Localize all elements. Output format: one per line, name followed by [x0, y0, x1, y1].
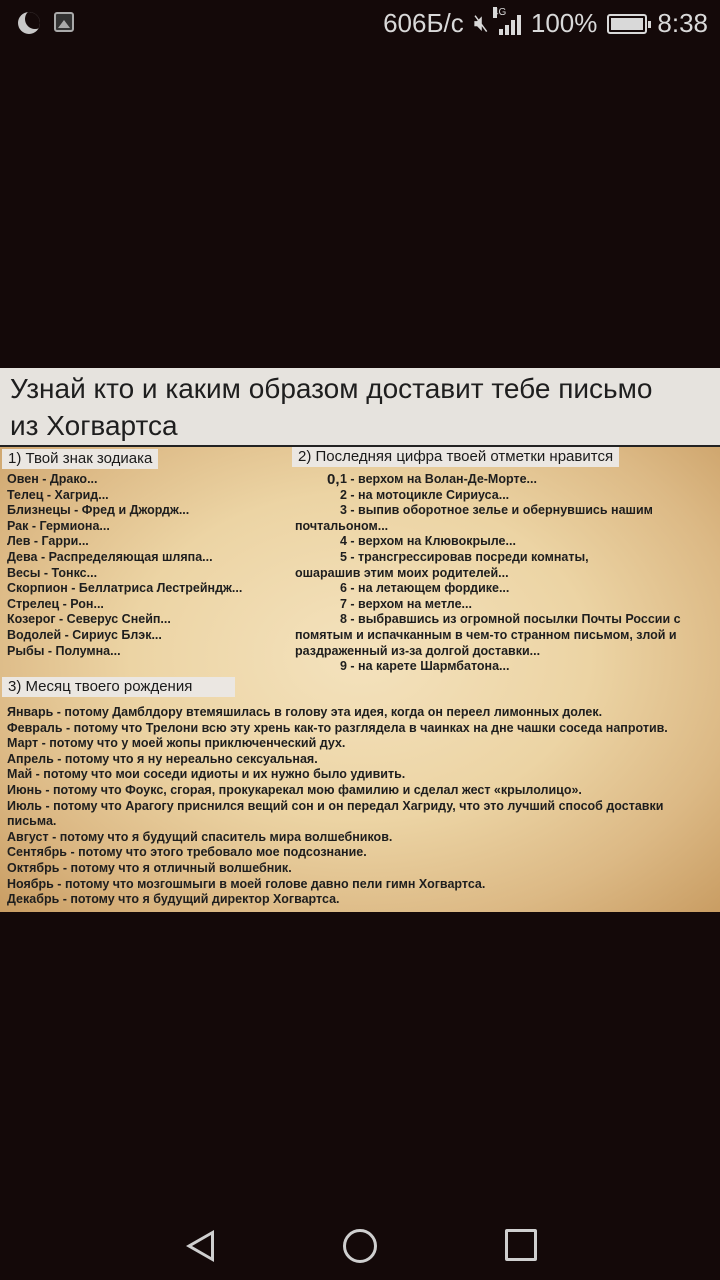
list-item: Близнецы - Фред и Джордж... — [7, 503, 190, 518]
list-item: 2 - на мотоцикле Сириуса... — [340, 487, 510, 502]
list-item: Июнь - потому что Фоукс, сгорая, прокукарекал мою фамилию и сделал жест «крылолицо». — [7, 782, 582, 797]
list-item: Водолей - Сириус Блэк... — [7, 627, 162, 642]
list-item: Скорпион - Беллатриса Лестрейндж... — [7, 581, 243, 596]
list-item: Май - потому что мои соседи идиоты и их нужно было удивить. — [7, 767, 406, 782]
list-item: Ноябрь - потому что мозгошмыги в моей голове давно пели гимн Хогвартса. — [7, 876, 486, 891]
list-item: 5 - трансгрессировав посреди комнаты, — [340, 549, 589, 564]
list-item: Декабрь - потому что я будущий директор Хогвартса. — [7, 892, 340, 907]
list-item: Февраль - потому что Трелони всю эту хрень как-то разглядела в чаинках на дне чашки соседа напротив. — [7, 720, 668, 735]
list-item: 7 - верхом на метле... — [340, 596, 472, 611]
grade-prefix: 0, — [327, 471, 340, 488]
zodiac-list — [7, 472, 242, 659]
recents-icon[interactable] — [502, 1226, 542, 1266]
night-mode-icon — [18, 12, 40, 34]
post-title — [10, 370, 715, 444]
list-item: Сентябрь - потому что этого требовало мое подсознание. — [7, 845, 367, 860]
list-item: раздраженный из-за долгой доставки... — [295, 643, 541, 658]
back-icon[interactable] — [180, 1226, 220, 1266]
list-item: Овен - Драко... — [7, 472, 98, 486]
battery-icon — [607, 14, 647, 34]
list-item: Апрель - потому что я ну нереально сексуальная. — [7, 751, 318, 766]
list-item: Август - потому что я будущий спаситель мира волшебников. — [7, 829, 393, 844]
list-item: 4 - верхом на Клювокрыле... — [340, 534, 516, 549]
parchment-background — [0, 447, 720, 912]
grades-list — [295, 472, 681, 675]
list-item: Январь - потому Дамблдору втемяшилась в голову эта идея, когда он переел лимонных долек. — [7, 705, 603, 719]
section2-title: 2) Последняя цифра твоей отметки нравится — [292, 447, 619, 467]
title-line-1: Узнай кто и каким образом доставит тебе письмо — [10, 373, 653, 404]
months-list — [7, 705, 668, 908]
list-item: ошарашив этим моих родителей... — [295, 565, 509, 580]
list-item: письма. — [7, 814, 57, 829]
net-speed: 606Б/с — [383, 8, 464, 38]
post-image[interactable] — [0, 368, 720, 912]
list-item: Март - потому что у моей жопы приключенческий дух. — [7, 736, 346, 751]
list-item: Телец - Хагрид... — [7, 487, 109, 502]
list-item: Июль - потому что Арагогу приснился вещий сон и он передал Хагриду, что это лучший способ доставки — [7, 798, 664, 813]
network-type: 4G — [492, 6, 507, 18]
title-line-2: из Хогвартса — [10, 410, 178, 441]
signal-icon — [492, 6, 521, 35]
list-item: почтальоном... — [295, 518, 389, 533]
list-item: Дева - Распределяющая шляпа... — [7, 549, 213, 564]
battery-level: 100% — [530, 8, 598, 38]
mute-icon: 🔇︎ — [473, 9, 489, 37]
status-bar — [0, 0, 720, 50]
list-item: Козерог - Северус Снейп... — [7, 612, 171, 627]
home-icon[interactable] — [340, 1226, 380, 1266]
list-item: Рак - Гермиона... — [7, 518, 110, 533]
clock: 8:38 — [657, 8, 708, 38]
list-item: 9 - на карете Шармбатона... — [340, 659, 510, 674]
list-item: Весы - Тонкс... — [7, 565, 98, 580]
title-band — [0, 368, 720, 447]
list-item: Стрелец - Рон... — [7, 596, 104, 611]
list-item: 6 - на летающем фордике... — [340, 581, 510, 596]
list-item: Октябрь - потому что я отличный волшебник. — [7, 860, 292, 875]
navigation-bar — [0, 1210, 720, 1280]
list-item: 1 - верхом на Волан-Де-Морте... — [340, 472, 537, 486]
section3-title: 3) Месяц твоего рождения — [2, 677, 235, 697]
list-item: 8 - выбравшись из огромной посылки Почты России с — [340, 612, 681, 627]
list-item: Рыбы - Полумна... — [7, 643, 121, 658]
list-item: Лев - Гарри... — [7, 534, 89, 549]
list-item: помятым и испачканным в чем-то странном письмом, злой и — [295, 627, 677, 642]
gallery-notification-icon — [54, 12, 74, 32]
list-item: 3 - выпив оборотное зелье и обернувшись нашим — [340, 503, 653, 518]
section1-title: 1) Твой знак зодиака — [2, 449, 158, 469]
